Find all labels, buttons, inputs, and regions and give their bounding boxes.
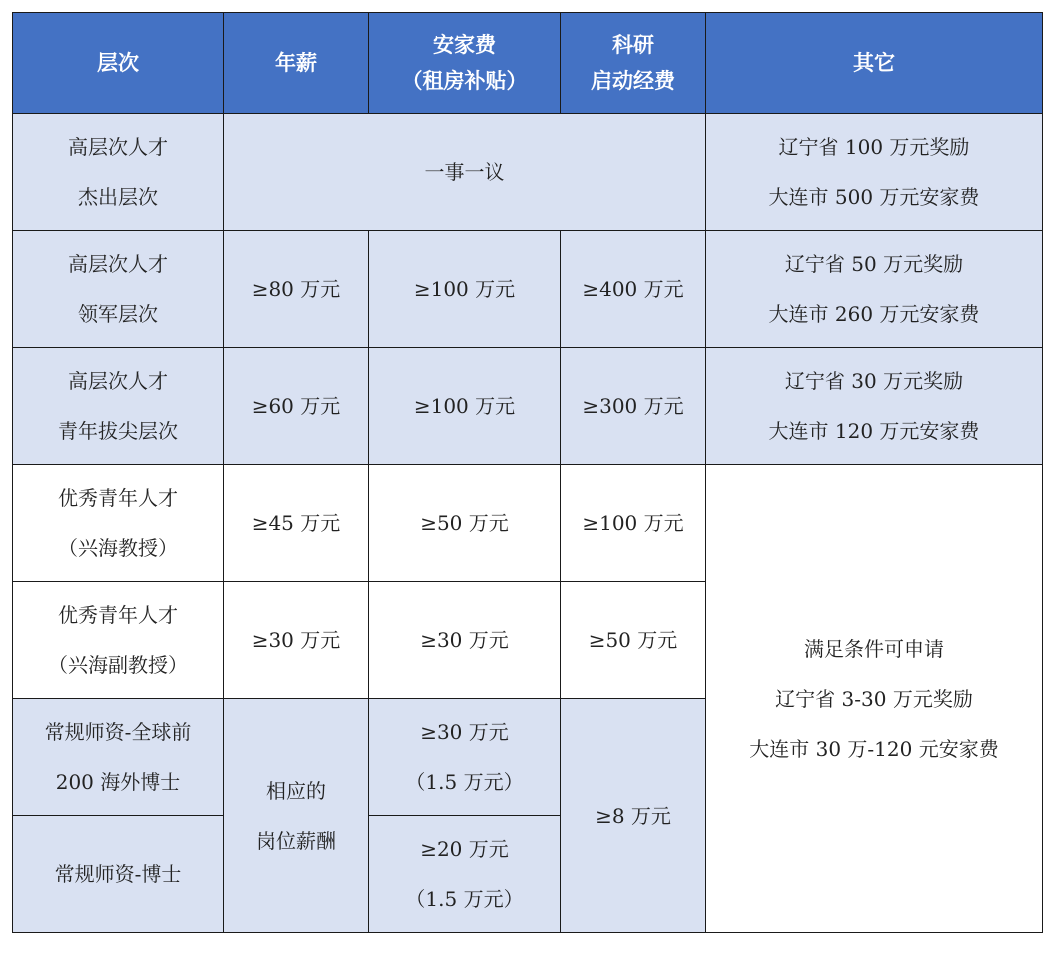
level-cell: 常规师资-全球前 200 海外博士 bbox=[13, 699, 224, 816]
header-research-funding: 科研 启动经费 bbox=[561, 13, 706, 114]
header-housing: 安家费 （租房补贴） bbox=[369, 13, 561, 114]
housing-cell: ≥20 万元 （1.5 万元） bbox=[369, 816, 561, 933]
housing-cell: ≥100 万元 bbox=[369, 348, 561, 465]
salary-cell: ≥80 万元 bbox=[224, 231, 369, 348]
other-cell: 辽宁省 30 万元奖励 大连市 120 万元安家费 bbox=[706, 348, 1043, 465]
table-row bbox=[13, 348, 1043, 465]
salary-cell: ≥45 万元 bbox=[224, 465, 369, 582]
header-level: 层次 bbox=[13, 13, 224, 114]
level-cell: 高层次人才 青年拔尖层次 bbox=[13, 348, 224, 465]
level-cell: 常规师资-博士 bbox=[13, 816, 224, 933]
research-cell: ≥400 万元 bbox=[561, 231, 706, 348]
housing-cell: ≥30 万元 bbox=[369, 582, 561, 699]
level-cell: 优秀青年人才 （兴海副教授） bbox=[13, 582, 224, 699]
merged-salary-cell: 相应的 岗位薪酬 bbox=[224, 699, 369, 933]
table-header-row bbox=[13, 13, 1043, 114]
talent-benefits-table bbox=[12, 12, 1043, 933]
header-other: 其它 bbox=[706, 13, 1043, 114]
research-cell: ≥50 万元 bbox=[561, 582, 706, 699]
merged-other-cell: 满足条件可申请 辽宁省 3-30 万元奖励 大连市 30 万-120 元安家费 bbox=[706, 465, 1043, 933]
research-cell: ≥100 万元 bbox=[561, 465, 706, 582]
table-row bbox=[13, 231, 1043, 348]
merged-research-cell: ≥8 万元 bbox=[561, 699, 706, 933]
salary-cell: ≥30 万元 bbox=[224, 582, 369, 699]
table-row bbox=[13, 114, 1043, 231]
research-cell: ≥300 万元 bbox=[561, 348, 706, 465]
housing-cell: ≥30 万元 （1.5 万元） bbox=[369, 699, 561, 816]
negotiable-cell: 一事一议 bbox=[224, 114, 706, 231]
other-cell: 辽宁省 50 万元奖励 大连市 260 万元安家费 bbox=[706, 231, 1043, 348]
housing-cell: ≥50 万元 bbox=[369, 465, 561, 582]
level-cell: 优秀青年人才 （兴海教授） bbox=[13, 465, 224, 582]
table-row bbox=[13, 465, 1043, 582]
header-salary: 年薪 bbox=[224, 13, 369, 114]
housing-cell: ≥100 万元 bbox=[369, 231, 561, 348]
level-cell: 高层次人才 领军层次 bbox=[13, 231, 224, 348]
salary-cell: ≥60 万元 bbox=[224, 348, 369, 465]
level-cell: 高层次人才 杰出层次 bbox=[13, 114, 224, 231]
other-cell: 辽宁省 100 万元奖励 大连市 500 万元安家费 bbox=[706, 114, 1043, 231]
